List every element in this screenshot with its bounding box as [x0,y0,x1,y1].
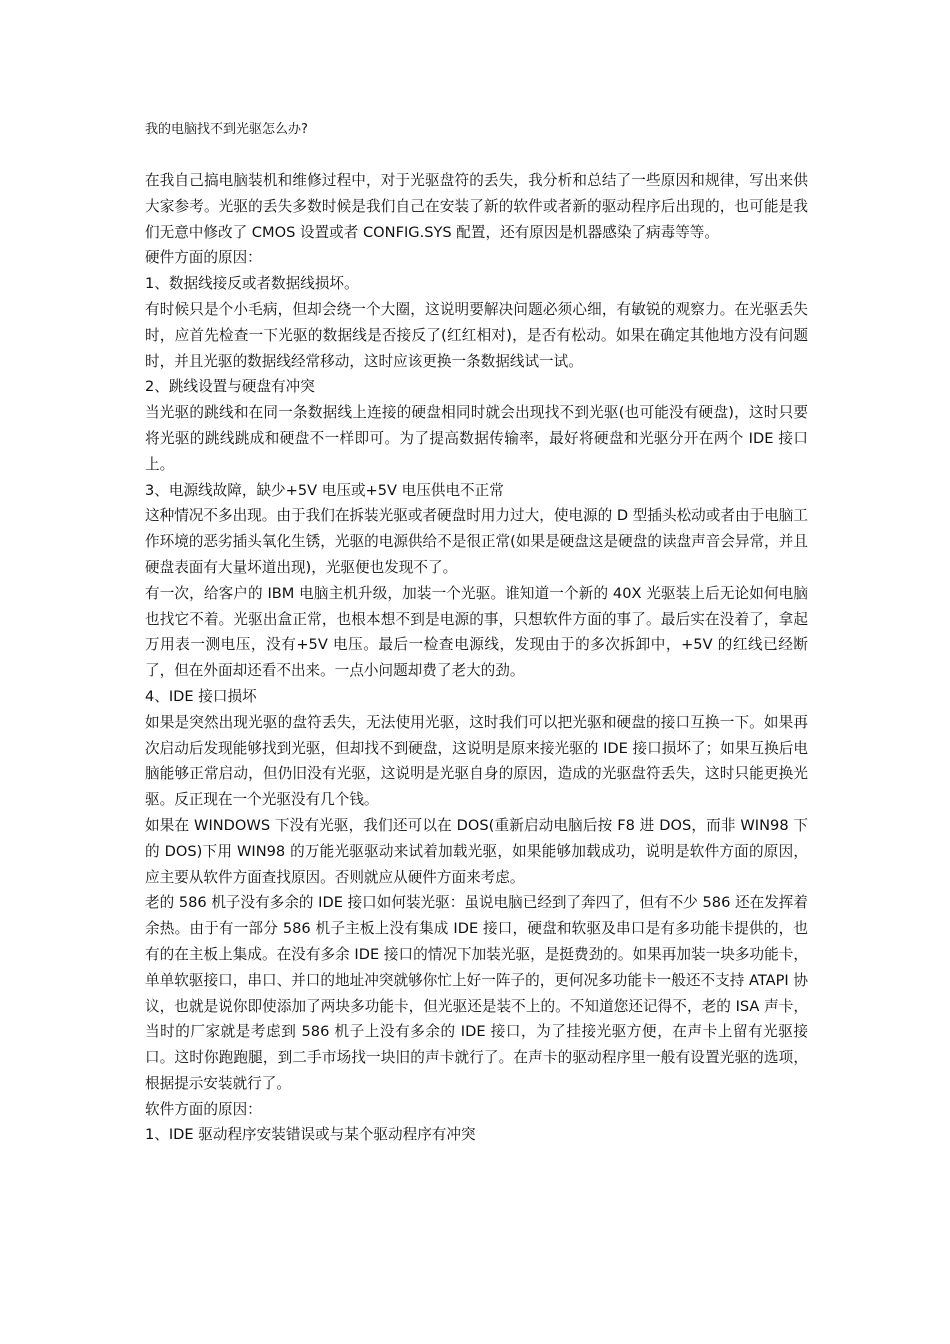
item-heading-2: 2、跳线设置与硬盘有冲突 [145,378,315,396]
body-paragraph: 有时候只是个小毛病，但却会绕一个大圈，这说明要解决问题必须心细，有敏锐的观察力。在光驱丢失时，应首先检查一下光驱的数据线是否接反了(红红相对)，是否有松动。如果在确定其他地方没有问题时，并且光驱的数据线经常移动，这时应该更换一条数据线试一试。 [145,300,808,370]
body-paragraph: 如果是突然出现光驱的盘符丢失，无法使用光驱，这时我们可以把光驱和硬盘的接口互换一下。如果再次启动后发现能够找到光驱，但却找不到硬盘，这说明是原来接光驱的 IDE 接口损坏了；如果互换后电脑能够正常启动，但仍旧没有光驱，这说明是光驱自身的原因，造成的光驱盘符丢失，这时只能更换光驱。反正现在一个光驱没有几个钱。 [145,713,808,809]
item-heading-1: 1、数据线接反或者数据线损坏。 [145,275,359,293]
document-title: 我的电脑找不到光驱怎么办? [145,122,308,137]
intro-paragraph: 在我自己搞电脑装机和维修过程中，对于光驱盘符的丢失，我分析和总结了一些原因和规律，写出来供大家参考。光驱的丢失多数时候是我们自己在安装了新的软件或者新的驱动程序后出现的，也可能是我们无意中修改了 CMOS 设置或者 CONFIG.SYS 配置，还有原因是机器感染了病毒等等。 [145,172,808,241]
body-paragraph: 如果在 WINDOWS 下没有光驱，我们还可以在 DOS(重新启动电脑后按 F8 进 DOS，而非 WIN98 下的 DOS)下用 WIN98 的万能光驱驱动来试着加载光驱，如果能够加载成功，说明是软件方面的原因，应主要从软件方面查找原因。否则就应从硬件方面来考虑。 [145,816,808,886]
document-body [145,168,808,1148]
section-heading-hardware: 硬件方面的原因： [145,249,262,267]
body-paragraph: 这种情况不多出现。由于我们在拆装光驱或者硬盘时用力过大，使电源的 D 型插头松动或者由于电脑工作环境的恶劣插头氧化生锈，光驱的电源供给不是很正常(如果是硬盘这是硬盘的读盘声音会异常，并且硬盘表面有大量坏道出现)，光驱便也发现不了。 [145,507,808,576]
item-heading-software-1: 1、IDE 驱动程序安装错误或与某个驱动程序有冲突 [145,1126,476,1144]
item-heading-4: 4、IDE 接口损坏 [145,687,257,705]
body-paragraph: 老的 586 机子没有多余的 IDE 接口如何装光驱：虽说电脑已经到了奔四了，但有不少 586 还在发挥着余热。由于有一部分 586 机子主板上没有集成 IDE 接口，硬盘和软驱及串口是有多功能卡提供的，也有的在主板上集成。在没有多余 IDE 接口的情况下加装光驱，是挺费劲的。如果再加装一块多功能卡，单单软驱接口，串口、并口的地址冲突就够你忙上好一阵子的，更何况多功能卡一般还不支持 ATAPI 协议，也就是说你即使添加了两块多功能卡，但光驱还是装不上的。不知道您还记得不，老的 ISA 声卡，当时的厂家就是考虑到 586 机子上没有多余的 IDE 接口，为了挂接光驱方便，在声卡上留有光驱接口。这时你跑跑腿，到二手市场找一块旧的声卡就行了。在声卡的驱动程序里一般有设置光驱的选项，根据提示安装就行了。 [145,894,808,1092]
item-heading-3: 3、电源线故障，缺少+5V 电压或+5V 电压供电不正常 [145,481,504,499]
body-paragraph: 当光驱的跳线和在同一条数据线上连接的硬盘相同时就会出现找不到光驱(也可能没有硬盘)，这时只要将光驱的跳线跳成和硬盘不一样即可。为了提高数据传输率，最好将硬盘和光驱分开在两个 IDE 接口上。 [145,404,808,473]
section-heading-software: 软件方面的原因： [145,1100,262,1118]
body-paragraph: 有一次，给客户的 IBM 电脑主机升级，加装一个光驱。谁知道一个新的 40X 光驱装上后无论如何电脑也找它不着。光驱出盒正常，也根本想不到是电源的事，只想软件方面的事了。最后实在没着了，拿起万用表一测电压，没有+5V 电压。最后一检查电源线，发现由于的多次拆卸中，+5V 的红线已经断了，但在外面却还看不出来。一点小问题却费了老大的劲。 [145,584,808,680]
